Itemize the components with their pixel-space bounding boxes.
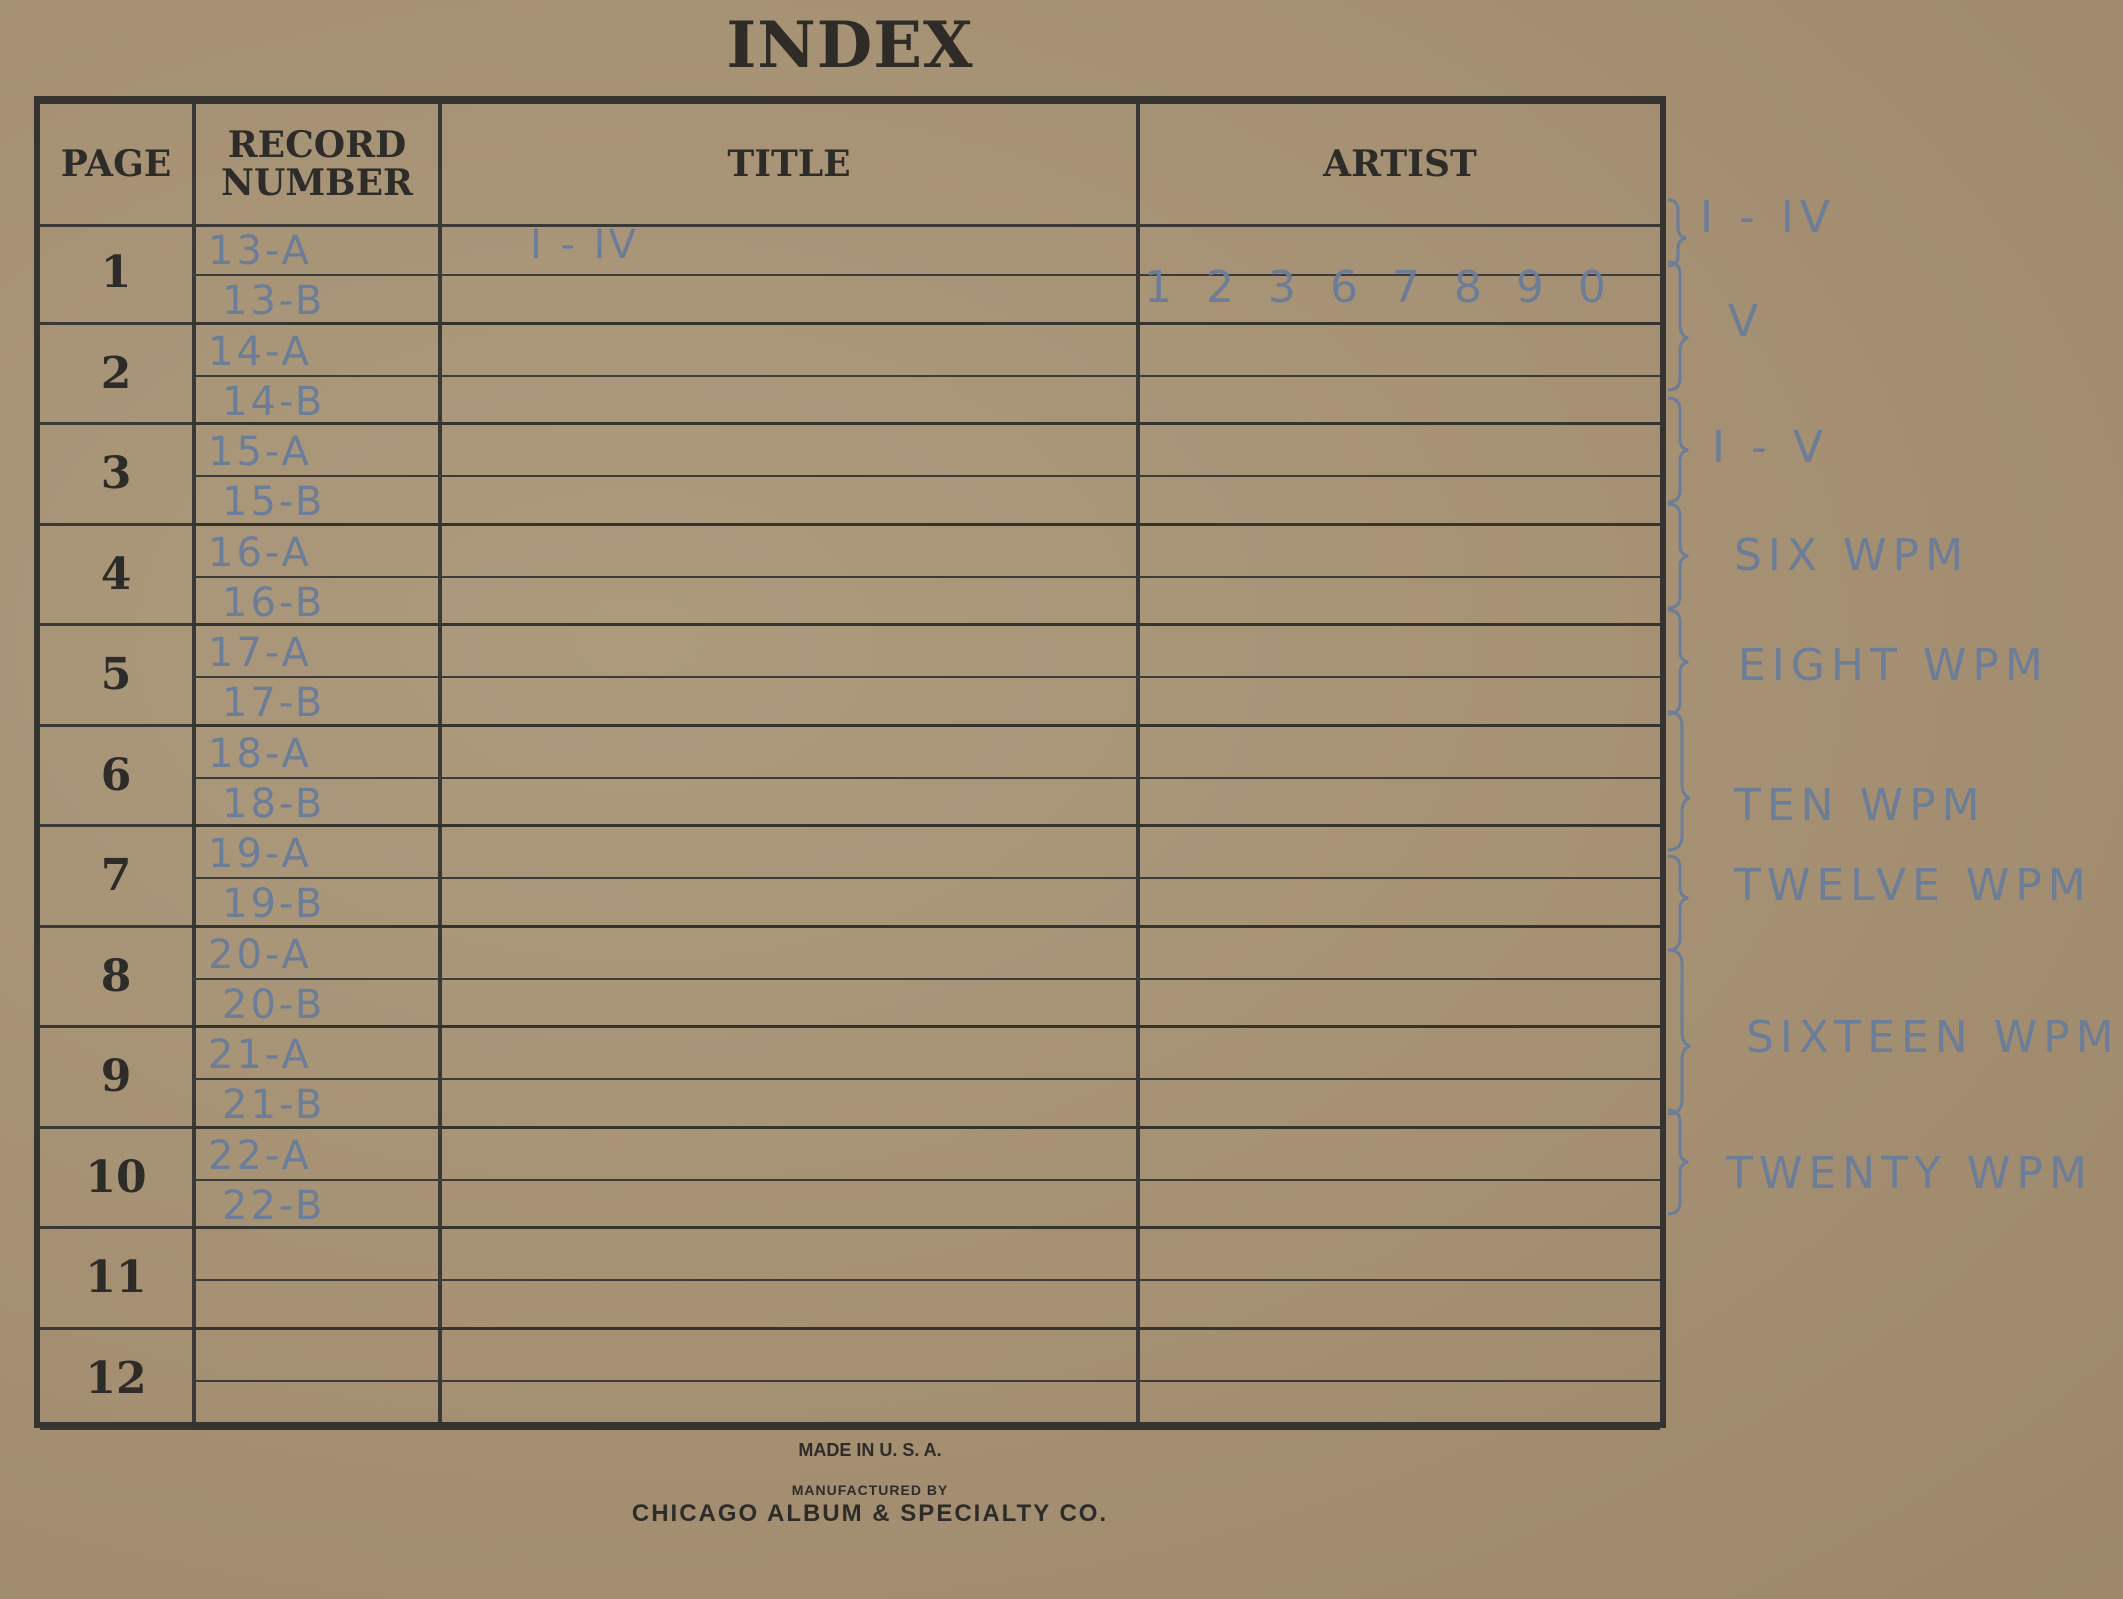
- page-number-cell: 4: [40, 526, 192, 627]
- page-number-cell: 2: [40, 325, 192, 426]
- manufactured-by-label: MANUFACTURED BY: [791, 1482, 949, 1498]
- record-number-entry: 14-A: [208, 328, 312, 375]
- record-number-entry: 18-B: [222, 780, 326, 827]
- page-number-cell: 12: [40, 1330, 192, 1431]
- page-number-cell: 10: [40, 1129, 192, 1230]
- margin-note: I - V: [1712, 422, 1829, 473]
- page-number-cell: 11: [40, 1229, 192, 1330]
- record-number-entry: 21-A: [208, 1032, 312, 1078]
- margin-note: TWENTY WPM: [1726, 1148, 2093, 1199]
- record-number-entry: 16-B: [222, 579, 326, 626]
- record-number-entry: 15-B: [222, 479, 326, 526]
- page-number-cell: 5: [40, 626, 192, 727]
- record-number-entry: 14-B: [222, 378, 326, 425]
- margin-note: SIX WPM: [1734, 530, 1970, 581]
- record-number-entry: 22-B: [222, 1182, 326, 1229]
- record-number-entry: 16-A: [208, 529, 312, 576]
- record-number-entry: 19-B: [222, 881, 326, 928]
- record-number-entry: 19-A: [208, 831, 312, 877]
- header-page: PAGE: [60, 143, 172, 185]
- record-number-entry: 21-B: [222, 1082, 326, 1129]
- brace-mark: [1668, 856, 1688, 950]
- brace-mark: [1668, 200, 1686, 266]
- record-number-entry: 20-A: [208, 931, 312, 978]
- brace-mark: [1668, 262, 1688, 390]
- page-number-cell: 6: [40, 727, 192, 828]
- record-number-entry: 13-B: [222, 278, 326, 325]
- margin-note: TWELVE WPM: [1734, 860, 2092, 911]
- record-number-entry: 15-A: [208, 429, 312, 475]
- record-number-entry: 20-B: [222, 981, 326, 1028]
- made-in-label: MADE IN U. S. A.: [798, 1440, 942, 1460]
- margin-note: SIXTEEN WPM: [1746, 1012, 2120, 1063]
- margin-note: TEN WPM: [1734, 780, 1986, 831]
- record-number-entry: 22-A: [208, 1132, 312, 1179]
- header-record-number: RECORD NUMBER: [221, 124, 413, 204]
- brace-mark: [1668, 712, 1690, 850]
- record-number-entry: 17-A: [208, 630, 312, 676]
- brace-mark: [1668, 398, 1688, 502]
- margin-note: V: [1728, 296, 1765, 347]
- brace-mark: [1668, 504, 1688, 608]
- page-number-cell: 3: [40, 425, 192, 526]
- brace-mark: [1668, 610, 1688, 714]
- margin-note: EIGHT WPM: [1738, 640, 2049, 691]
- page-number-cell: 9: [40, 1028, 192, 1129]
- header-artist: ARTIST: [1323, 143, 1477, 185]
- record-number-entry: 18-A: [208, 730, 312, 777]
- page-number-cell: 1: [40, 224, 192, 325]
- index-title: INDEX: [726, 8, 974, 83]
- handwritten-artist-entry: 1 2 3 6 7 8 9 0: [1144, 262, 1616, 313]
- record-number-entry: 17-B: [222, 680, 326, 727]
- page-number-cell: 7: [40, 827, 192, 928]
- handwritten-title-entry: I - IV: [530, 222, 639, 268]
- brace-mark: [1668, 950, 1690, 1114]
- record-number-entry: 13-A: [208, 228, 312, 274]
- header-title: TITLE: [727, 143, 851, 185]
- brace-mark: [1668, 1110, 1688, 1214]
- company-name: CHICAGO ALBUM & SPECIALTY CO.: [631, 1500, 1109, 1527]
- page-number-cell: 8: [40, 928, 192, 1029]
- margin-note: I - IV: [1700, 192, 1836, 243]
